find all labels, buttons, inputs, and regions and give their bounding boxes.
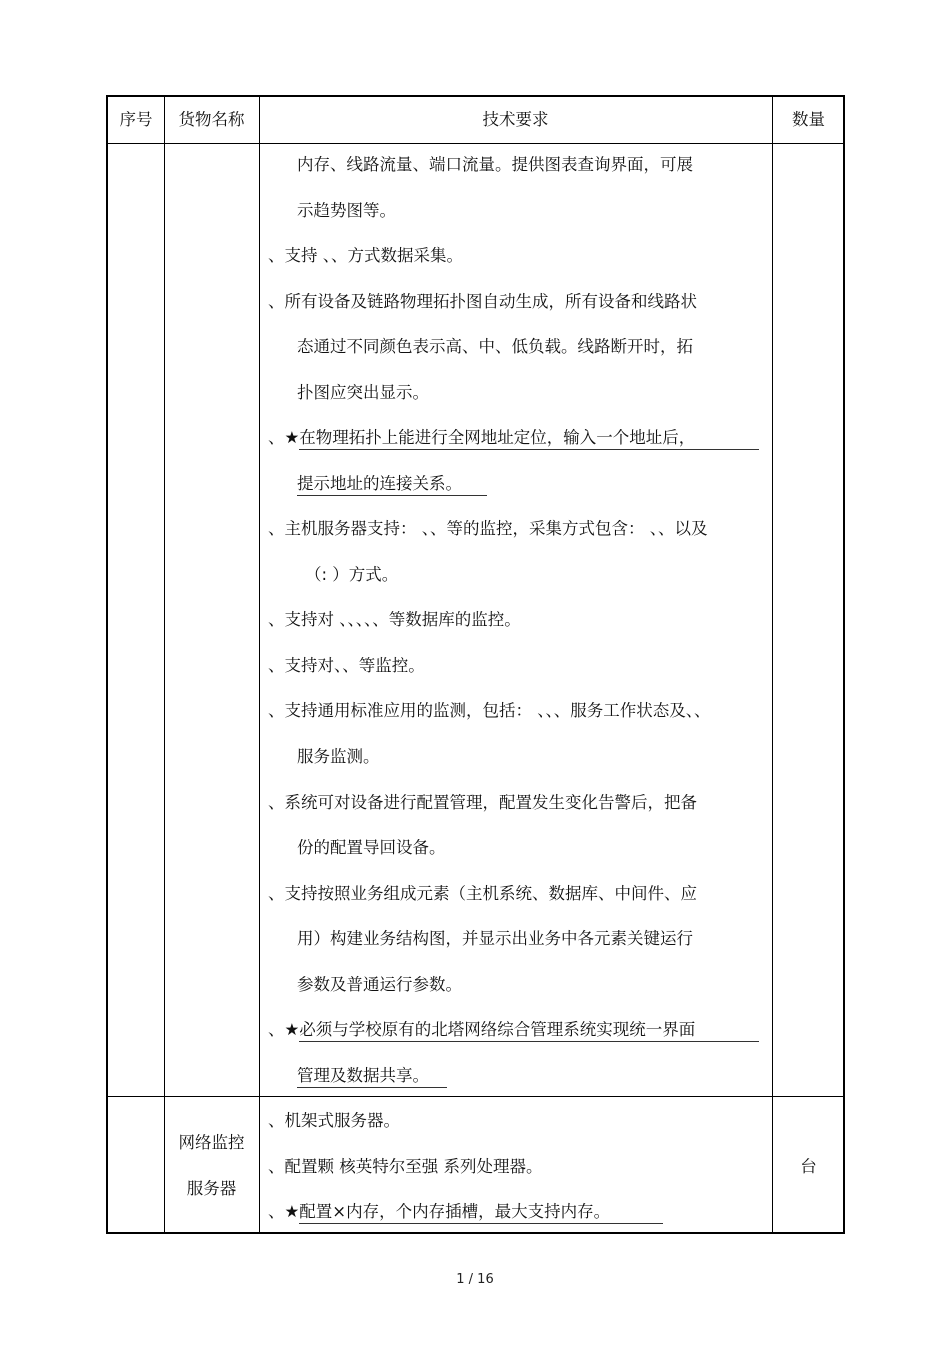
underlined-requirement: 在物理拓扑上能进行全网地址定位，输入一个地址后，: [299, 428, 759, 450]
req-line: 内存、线路流量、端口流量。提供图表查询界面，可展: [297, 155, 693, 174]
req-line: （: ）方式。: [305, 565, 399, 584]
header-index: 序号: [119, 110, 153, 129]
req-line-star: [268, 1020, 759, 1042]
goods-name-line-1: 网络监控: [178, 1133, 245, 1152]
col-divider-3: [772, 97, 773, 1232]
req-line: 扑图应突出显示。: [297, 383, 429, 402]
star-prefix: 、★: [268, 1202, 300, 1221]
req-line: 、支持对 、、、、、等数据库的监控。: [268, 610, 521, 629]
underlined-requirement: 提示地址的连接关系。: [297, 474, 487, 496]
col-divider-1: [164, 97, 165, 1232]
star-prefix: 、★: [268, 1020, 300, 1039]
underlined-requirement: 配置×内存，个内存插槽，最大支持内存。: [299, 1202, 663, 1224]
requirements-table: [106, 95, 845, 1234]
header-goods-name: 货物名称: [178, 110, 245, 129]
req-line: 参数及普通运行参数。: [297, 975, 462, 994]
req-line: 示趋势图等。: [297, 201, 396, 220]
req-line: 、支持通用标准应用的监测，包括： 、、、服务工作状态及、、: [268, 701, 711, 720]
row-divider: [108, 1096, 843, 1097]
req-line: 、主机服务器支持： 、、等的监控，采集方式包含： 、、以及: [268, 519, 708, 538]
req-line: 、支持对、、等监控。: [268, 656, 425, 675]
req-line: 用）构建业务结构图，并显示出业务中各元素关键运行: [297, 929, 693, 948]
req-line: [297, 1066, 447, 1088]
req-line: 、所有设备及链路物理拓扑图自动生成，所有设备和线路状: [268, 292, 697, 311]
header-divider: [108, 143, 843, 144]
req-line: 、机架式服务器。: [268, 1111, 400, 1130]
underlined-requirement: 管理及数据共享。: [297, 1066, 447, 1088]
req-line: 态通过不同颜色表示高、中、低负载。线路断开时，拓: [297, 337, 693, 356]
page-number: 1 / 16: [456, 1272, 494, 1287]
req-line: 、支持 、、方式数据采集。: [268, 246, 463, 265]
header-tech-requirements: 技术要求: [482, 110, 549, 129]
star-prefix: 、★: [268, 428, 300, 447]
underlined-requirement: 必须与学校原有的北塔网络综合管理系统实现统一界面: [299, 1020, 759, 1042]
quantity-unit: 台: [800, 1157, 817, 1176]
req-line: 、系统可对设备进行配置管理，配置发生变化告警后，把备: [268, 793, 697, 812]
col-divider-2: [259, 97, 260, 1232]
req-line: 份的配置导回设备。: [297, 838, 446, 857]
goods-name-line-2: 服务器: [186, 1179, 237, 1198]
req-line: 、配置颗 核英特尔至强 系列处理器。: [268, 1157, 543, 1176]
req-line-star: [268, 1202, 663, 1224]
req-line-star: [268, 428, 759, 450]
header-quantity: 数量: [792, 110, 825, 129]
req-line: 服务监测。: [297, 747, 380, 766]
req-line: 、支持按照业务组成元素（主机系统、数据库、中间件、应: [268, 884, 697, 903]
req-line: [297, 474, 487, 496]
